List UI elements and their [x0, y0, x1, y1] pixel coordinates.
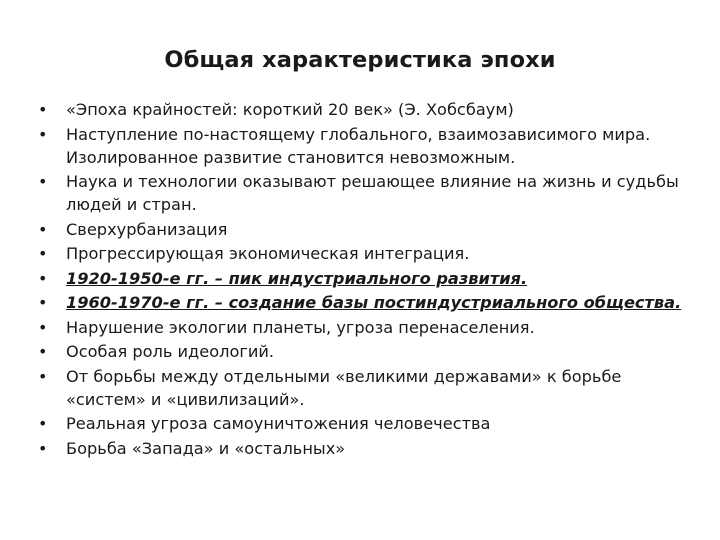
list-item	[38, 412, 698, 435]
bullet-list	[38, 98, 698, 461]
bullet-icon: •	[38, 317, 48, 337]
bullet-icon: •	[38, 244, 48, 263]
list-item-text: «Эпоха крайностей: короткий 20 век» (Э. Хобсбаум)	[66, 100, 514, 119]
list-item-text: Сверхурбанизация	[66, 219, 228, 239]
list-item-text: Нарушение экологии планеты, угроза перенаселения.	[66, 317, 535, 337]
list-item	[38, 437, 698, 460]
list-item-text: Борьба «Запада» и «остальных»	[66, 438, 346, 458]
bullet-icon: •	[38, 172, 48, 191]
list-item	[38, 365, 698, 411]
list-item	[38, 98, 698, 121]
list-item	[38, 291, 698, 314]
list-item-text: Реальная угроза самоуничтожения человечества	[66, 414, 491, 433]
list-item-text: Прогрессирующая экономическая интеграция.	[66, 244, 470, 263]
bullet-icon: •	[38, 124, 48, 144]
list-item	[38, 123, 698, 169]
bullet-icon: •	[38, 438, 48, 458]
list-item	[38, 267, 698, 290]
slide-title: Общая характеристика эпохи	[164, 47, 556, 73]
list-item	[38, 218, 698, 241]
bullet-icon: •	[38, 219, 48, 239]
list-item-text: Наука и технологии оказывают решающее влияние на жизнь и судьбы людей и стран.	[66, 172, 679, 214]
bullet-icon: •	[38, 100, 48, 119]
list-item-text: От борьбы между отдельными «великими державами» к борьбе «систем» и «цивилизаций».	[66, 366, 622, 409]
list-item	[38, 316, 698, 339]
list-item	[38, 242, 698, 265]
list-item-text-emphasized: 1960-1970-е гг. – создание базы постиндустриального общества.	[66, 293, 682, 312]
bullet-icon: •	[38, 366, 48, 386]
list-item-text: Особая роль идеологий.	[66, 342, 275, 361]
bullet-icon: •	[38, 268, 48, 288]
list-item	[38, 340, 698, 363]
list-item-text: Наступление по-настоящему глобального, взаимозависимого мира. Изолированное развитие становится невозможным.	[66, 124, 651, 167]
bullet-icon: •	[38, 414, 48, 433]
bullet-icon: •	[38, 293, 48, 312]
bullet-icon: •	[38, 342, 48, 361]
list-item-text-emphasized: 1920-1950-е гг. – пик индустриального развития.	[66, 268, 528, 288]
list-item	[38, 170, 698, 216]
